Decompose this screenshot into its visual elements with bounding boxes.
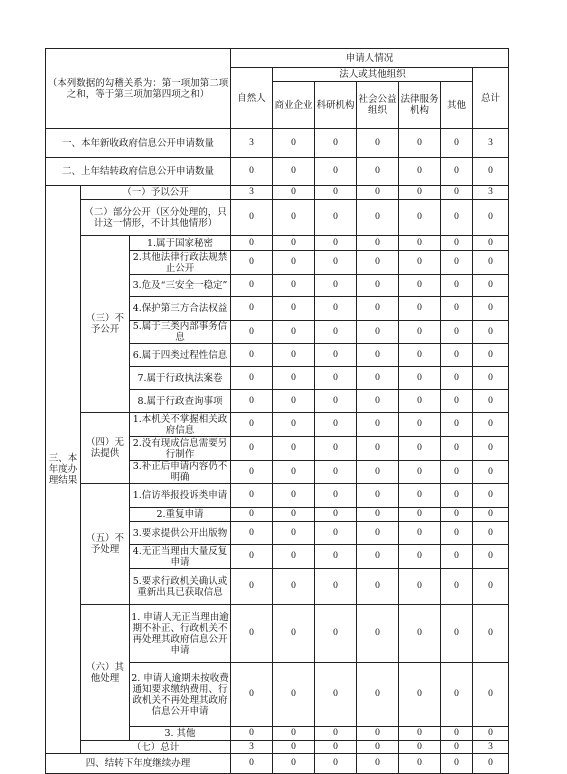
value-cell: 0 xyxy=(231,236,273,251)
value-cell: 3 xyxy=(231,129,273,158)
value-cell: 0 xyxy=(231,344,273,367)
value-cell: 0 xyxy=(273,297,315,321)
row-label: （一）予以公开 xyxy=(81,186,231,200)
value-cell: 0 xyxy=(315,158,357,186)
item-label: 1.本机关不掌握相关政府信息 xyxy=(130,413,231,437)
value-cell: 0 xyxy=(357,413,399,437)
item-label: 3.补正后申请内容仍不明确 xyxy=(130,461,231,484)
value-cell: 0 xyxy=(441,741,473,754)
value-cell: 0 xyxy=(273,605,315,663)
value-cell: 0 xyxy=(357,437,399,461)
value-cell: 0 xyxy=(399,251,441,275)
group-label: （三）不予公开 xyxy=(81,236,130,413)
value-cell: 0 xyxy=(357,236,399,251)
item-label: 1.信访举报投诉类申请 xyxy=(130,484,231,508)
value-cell: 0 xyxy=(473,484,509,508)
row-result-partial xyxy=(46,200,509,236)
value-cell: 0 xyxy=(315,569,357,605)
value-cell: 0 xyxy=(315,297,357,321)
value-cell: 0 xyxy=(441,545,473,569)
value-cell: 0 xyxy=(473,297,509,321)
value-cell: 0 xyxy=(273,522,315,545)
row-label: （七）总计 xyxy=(81,741,231,754)
value-cell: 0 xyxy=(231,413,273,437)
disclosure-statistics-table xyxy=(45,48,509,774)
value-cell: 0 xyxy=(231,275,273,297)
value-cell: 0 xyxy=(315,741,357,754)
value-cell: 0 xyxy=(473,321,509,344)
value-cell: 0 xyxy=(231,437,273,461)
value-cell: 0 xyxy=(441,129,473,158)
value-cell: 0 xyxy=(399,344,441,367)
value-cell: 0 xyxy=(315,200,357,236)
row-label: 二、上年结转政府信息公开申请数量 xyxy=(46,158,231,186)
value-cell: 0 xyxy=(399,461,441,484)
value-cell: 0 xyxy=(357,200,399,236)
value-cell: 0 xyxy=(315,663,357,727)
value-cell: 0 xyxy=(231,727,273,741)
value-cell: 0 xyxy=(473,390,509,413)
value-cell: 0 xyxy=(473,367,509,390)
value-cell: 0 xyxy=(399,236,441,251)
item-label: 2.其他法律行政法规禁止公开 xyxy=(130,251,231,275)
value-cell: 0 xyxy=(473,754,509,774)
value-cell: 0 xyxy=(473,522,509,545)
value-cell: 0 xyxy=(473,158,509,186)
value-cell: 0 xyxy=(399,754,441,774)
value-cell: 0 xyxy=(441,367,473,390)
value-cell: 3 xyxy=(473,186,509,200)
value-cell: 0 xyxy=(441,251,473,275)
value-cell: 0 xyxy=(473,605,509,663)
value-cell: 0 xyxy=(441,727,473,741)
value-cell: 0 xyxy=(441,437,473,461)
value-cell: 0 xyxy=(441,297,473,321)
row-carry-next-year xyxy=(46,754,509,774)
value-cell: 0 xyxy=(473,236,509,251)
value-cell: 0 xyxy=(399,605,441,663)
value-cell: 0 xyxy=(231,605,273,663)
row-new-requests xyxy=(46,129,509,158)
value-cell: 0 xyxy=(473,437,509,461)
value-cell: 0 xyxy=(315,390,357,413)
value-cell: 0 xyxy=(315,484,357,508)
value-cell: 0 xyxy=(357,605,399,663)
value-cell: 0 xyxy=(357,297,399,321)
value-cell: 0 xyxy=(273,200,315,236)
value-cell: 0 xyxy=(315,605,357,663)
value-cell: 0 xyxy=(399,186,441,200)
value-cell: 0 xyxy=(441,484,473,508)
col-header-business: 商业企业 xyxy=(273,82,315,129)
value-cell: 0 xyxy=(399,663,441,727)
value-cell: 0 xyxy=(357,461,399,484)
value-cell: 0 xyxy=(441,236,473,251)
value-cell: 0 xyxy=(273,186,315,200)
item-label: 3.危及“三安全一稳定” xyxy=(130,275,231,297)
value-cell: 0 xyxy=(315,251,357,275)
row-g4-item xyxy=(46,413,509,437)
value-cell: 0 xyxy=(473,251,509,275)
row-label: 一、本年新收政府信息公开申请数量 xyxy=(46,129,231,158)
col-header-legal-service: 法律服务机构 xyxy=(399,82,441,129)
item-label: 3. 其他 xyxy=(130,727,231,741)
group-label: （六）其他处理 xyxy=(81,605,130,741)
item-label: 5.属于三类内部事务信息 xyxy=(130,321,231,344)
value-cell: 3 xyxy=(231,741,273,754)
value-cell: 0 xyxy=(315,367,357,390)
group-label: （五）不予处理 xyxy=(81,484,130,605)
value-cell: 0 xyxy=(441,321,473,344)
value-cell: 0 xyxy=(399,741,441,754)
value-cell: 0 xyxy=(357,321,399,344)
value-cell: 0 xyxy=(399,484,441,508)
col-header-public-welfare: 社会公益组织 xyxy=(357,82,399,129)
value-cell: 0 xyxy=(273,741,315,754)
value-cell: 0 xyxy=(315,321,357,344)
item-label: 5.要求行政机关确认或重新出具已获取信息 xyxy=(130,569,231,605)
item-label: 4.无正当理由大量反复申请 xyxy=(130,545,231,569)
value-cell: 0 xyxy=(357,741,399,754)
value-cell: 0 xyxy=(399,508,441,522)
value-cell: 0 xyxy=(231,754,273,774)
value-cell: 0 xyxy=(315,236,357,251)
value-cell: 0 xyxy=(231,484,273,508)
value-cell: 0 xyxy=(231,251,273,275)
value-cell: 0 xyxy=(357,186,399,200)
item-label: 1. 申请人无正当理由逾期不补正、行政机关不再处理其政府信息公开申请 xyxy=(130,605,231,663)
item-label: 1.属于国家秘密 xyxy=(130,236,231,251)
header-note: （本列数据的勾稽关系为：第一项加第二项之和，等于第三项加第四项之和） xyxy=(46,49,231,129)
group-label: （四）无法提供 xyxy=(81,413,130,484)
value-cell: 0 xyxy=(315,508,357,522)
value-cell: 0 xyxy=(399,390,441,413)
value-cell: 0 xyxy=(399,367,441,390)
value-cell: 0 xyxy=(315,461,357,484)
value-cell: 0 xyxy=(441,508,473,522)
value-cell: 0 xyxy=(473,545,509,569)
row-result-total xyxy=(46,741,509,754)
value-cell: 0 xyxy=(315,186,357,200)
value-cell: 0 xyxy=(357,129,399,158)
applicant-header: 申请人情况 xyxy=(231,49,509,68)
row-g5-item xyxy=(46,484,509,508)
value-cell: 0 xyxy=(231,508,273,522)
value-cell: 0 xyxy=(441,754,473,774)
natural-person-header: 自然人 xyxy=(231,68,273,129)
section-three-label: 三、本年度办理结果 xyxy=(46,186,81,754)
row-carried-requests xyxy=(46,158,509,186)
value-cell: 0 xyxy=(357,522,399,545)
total-header: 总计 xyxy=(473,68,509,129)
value-cell: 0 xyxy=(357,275,399,297)
value-cell: 0 xyxy=(315,727,357,741)
value-cell: 0 xyxy=(231,569,273,605)
value-cell: 0 xyxy=(315,754,357,774)
item-label: 7.属于行政执法案卷 xyxy=(130,367,231,390)
value-cell: 0 xyxy=(441,158,473,186)
value-cell: 0 xyxy=(473,461,509,484)
value-cell: 0 xyxy=(357,727,399,741)
value-cell: 0 xyxy=(273,275,315,297)
value-cell: 3 xyxy=(473,129,509,158)
value-cell: 0 xyxy=(273,251,315,275)
value-cell: 0 xyxy=(473,344,509,367)
value-cell: 0 xyxy=(273,754,315,774)
value-cell: 0 xyxy=(273,569,315,605)
col-header-research: 科研机构 xyxy=(315,82,357,129)
value-cell: 0 xyxy=(231,390,273,413)
row-label: （二）部分公开（区分处理的，只计这一情形，不计其他情形） xyxy=(81,200,231,236)
row-label: 四、结转下年度继续办理 xyxy=(46,754,231,774)
value-cell: 0 xyxy=(357,663,399,727)
value-cell: 0 xyxy=(399,158,441,186)
value-cell: 0 xyxy=(357,569,399,605)
item-label: 2. 申请人逾期未按收费通知要求缴纳费用、行政机关不再处理其政府信息公开申请 xyxy=(130,663,231,727)
value-cell: 0 xyxy=(273,508,315,522)
value-cell: 0 xyxy=(399,545,441,569)
col-header-other: 其他 xyxy=(441,82,473,129)
value-cell: 0 xyxy=(399,522,441,545)
value-cell: 0 xyxy=(273,129,315,158)
value-cell: 0 xyxy=(315,522,357,545)
header-row-1 xyxy=(46,49,509,68)
value-cell: 0 xyxy=(441,522,473,545)
row-result-open xyxy=(46,186,509,200)
item-label: 4.保护第三方合法权益 xyxy=(130,297,231,321)
value-cell: 3 xyxy=(473,741,509,754)
row-g3-item xyxy=(46,236,509,251)
value-cell: 0 xyxy=(441,663,473,727)
value-cell: 0 xyxy=(315,437,357,461)
value-cell: 0 xyxy=(399,321,441,344)
value-cell: 0 xyxy=(231,200,273,236)
value-cell: 0 xyxy=(441,569,473,605)
value-cell: 0 xyxy=(273,663,315,727)
value-cell: 0 xyxy=(315,344,357,367)
value-cell: 0 xyxy=(273,413,315,437)
value-cell: 0 xyxy=(231,321,273,344)
value-cell: 0 xyxy=(357,367,399,390)
value-cell: 0 xyxy=(273,367,315,390)
value-cell: 0 xyxy=(273,390,315,413)
value-cell: 0 xyxy=(315,413,357,437)
value-cell: 0 xyxy=(399,297,441,321)
value-cell: 0 xyxy=(473,663,509,727)
value-cell: 0 xyxy=(231,158,273,186)
value-cell: 0 xyxy=(399,727,441,741)
value-cell: 0 xyxy=(473,569,509,605)
value-cell: 0 xyxy=(231,663,273,727)
row-g6-item xyxy=(46,605,509,663)
value-cell: 0 xyxy=(273,461,315,484)
value-cell: 0 xyxy=(473,727,509,741)
value-cell: 0 xyxy=(273,236,315,251)
value-cell: 0 xyxy=(231,461,273,484)
value-cell: 0 xyxy=(231,522,273,545)
value-cell: 0 xyxy=(399,275,441,297)
value-cell: 0 xyxy=(357,545,399,569)
value-cell: 0 xyxy=(399,200,441,236)
value-cell: 0 xyxy=(399,413,441,437)
value-cell: 0 xyxy=(473,275,509,297)
value-cell: 0 xyxy=(473,200,509,236)
value-cell: 0 xyxy=(357,484,399,508)
item-label: 3.要求提供公开出版物 xyxy=(130,522,231,545)
value-cell: 0 xyxy=(357,508,399,522)
value-cell: 0 xyxy=(473,413,509,437)
value-cell: 0 xyxy=(273,545,315,569)
item-label: 6.属于四类过程性信息 xyxy=(130,344,231,367)
value-cell: 0 xyxy=(399,437,441,461)
value-cell: 0 xyxy=(231,545,273,569)
value-cell: 0 xyxy=(441,275,473,297)
value-cell: 0 xyxy=(399,569,441,605)
value-cell: 0 xyxy=(357,390,399,413)
value-cell: 0 xyxy=(273,344,315,367)
value-cell: 0 xyxy=(441,186,473,200)
value-cell: 0 xyxy=(315,129,357,158)
item-label: 2.重复申请 xyxy=(130,508,231,522)
value-cell: 0 xyxy=(441,200,473,236)
value-cell: 0 xyxy=(315,545,357,569)
value-cell: 0 xyxy=(315,275,357,297)
value-cell: 0 xyxy=(441,390,473,413)
value-cell: 3 xyxy=(231,186,273,200)
value-cell: 0 xyxy=(441,461,473,484)
value-cell: 0 xyxy=(441,413,473,437)
value-cell: 0 xyxy=(357,344,399,367)
value-cell: 0 xyxy=(273,321,315,344)
item-label: 2.没有现成信息需要另行制作 xyxy=(130,437,231,461)
value-cell: 0 xyxy=(231,367,273,390)
value-cell: 0 xyxy=(441,344,473,367)
value-cell: 0 xyxy=(357,754,399,774)
value-cell: 0 xyxy=(357,251,399,275)
value-cell: 0 xyxy=(473,508,509,522)
value-cell: 0 xyxy=(273,484,315,508)
value-cell: 0 xyxy=(441,605,473,663)
legal-org-header: 法人或其他组织 xyxy=(273,68,473,82)
value-cell: 0 xyxy=(399,129,441,158)
value-cell: 0 xyxy=(273,158,315,186)
value-cell: 0 xyxy=(273,727,315,741)
value-cell: 0 xyxy=(231,297,273,321)
value-cell: 0 xyxy=(357,158,399,186)
item-label: 8.属于行政查询事项 xyxy=(130,390,231,413)
value-cell: 0 xyxy=(273,437,315,461)
